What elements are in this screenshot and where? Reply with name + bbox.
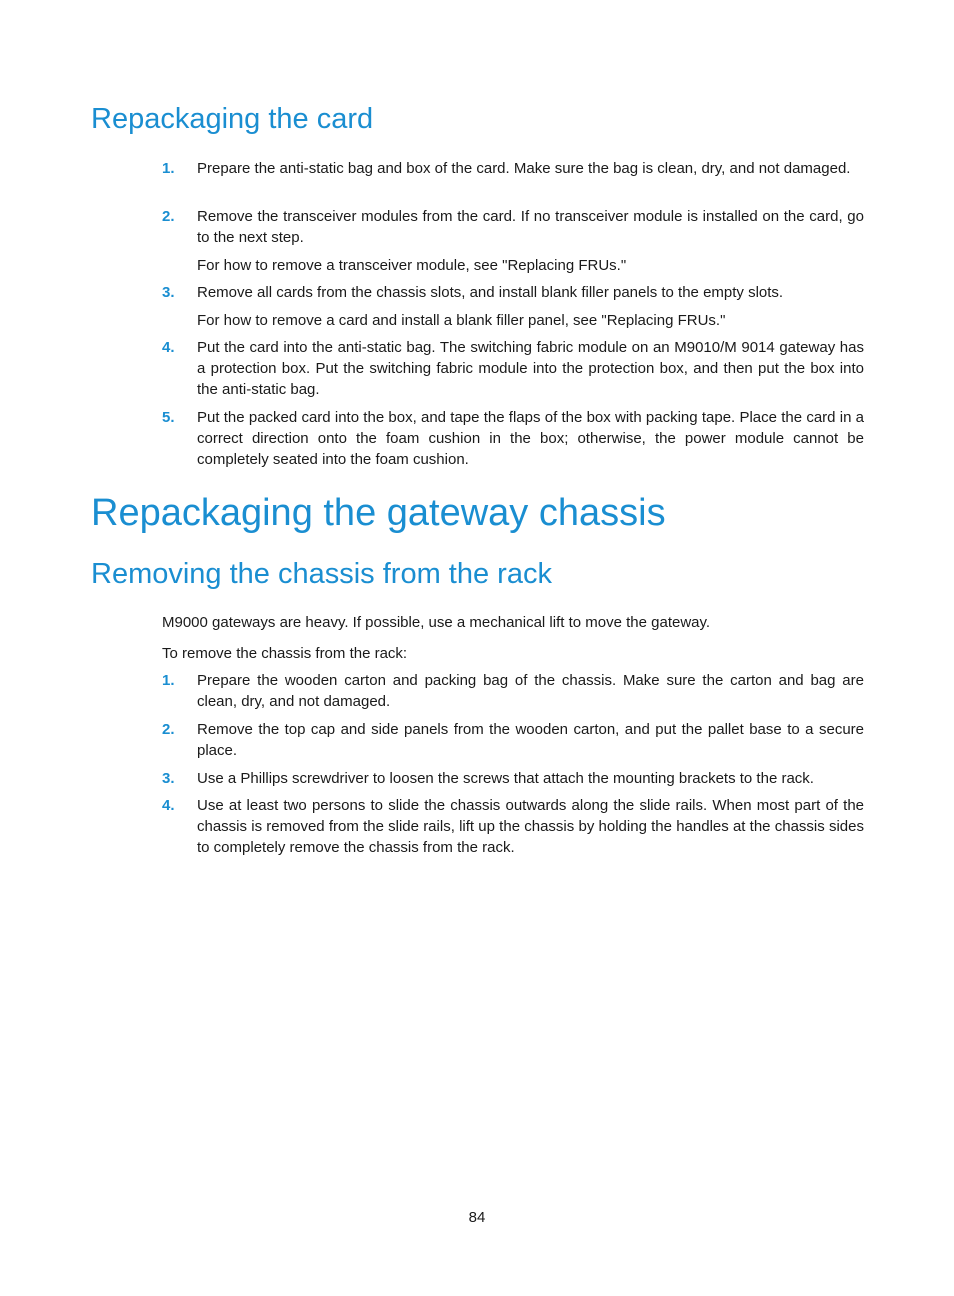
lead-paragraph: To remove the chassis from the rack:	[162, 645, 408, 662]
step-number: 4.	[162, 797, 175, 814]
step-number: 5.	[162, 409, 175, 426]
step-note: For how to remove a card and install a blank filler panel, see "Replacing FRUs."	[197, 312, 726, 329]
step-text: Remove the transceiver modules from the card. If no transceiver module is installed on the card, go to the next step.	[197, 208, 864, 246]
step-text: Use at least two persons to slide the chassis outwards along the slide rails. When most part of the chassis is removed from the slide rails, lift up the chassis by holding the handles at the chassis sides to completely remove the chassis from the rack.	[197, 797, 864, 856]
chapter-heading: Repackaging the gateway chassis	[91, 492, 666, 534]
step-text: Remove all cards from the chassis slots, and install blank filler panels to the empty slots.	[197, 284, 784, 301]
step-number: 2.	[162, 208, 175, 225]
step-number: 3.	[162, 770, 175, 787]
step-note: For how to remove a transceiver module, see "Replacing FRUs."	[197, 257, 627, 274]
step-text: Use a Phillips screwdriver to loosen the screws that attach the mounting brackets to the rack.	[197, 770, 814, 787]
intro-paragraph: M9000 gateways are heavy. If possible, use a mechanical lift to move the gateway.	[162, 614, 711, 631]
step-number: 2.	[162, 721, 175, 738]
step-text: Prepare the wooden carton and packing bag of the chassis. Make sure the carton and bag are clean, dry, and not damaged.	[197, 672, 864, 710]
step-text: Remove the top cap and side panels from the wooden carton, and put the pallet base to a secure place.	[197, 721, 864, 759]
step-number: 1.	[162, 672, 175, 689]
section-heading-removing-chassis: Removing the chassis from the rack	[91, 558, 552, 590]
step-text: Put the packed card into the box, and tape the flaps of the box with packing tape. Place the card in a correct direction onto the foam cushion in the box; otherwise, the power module cannot be completely seated into the foam cushion.	[197, 409, 864, 468]
step-text: Prepare the anti-static bag and box of the card. Make sure the bag is clean, dry, and not damaged.	[197, 160, 851, 177]
page-number: 84	[468, 1209, 486, 1226]
step-number: 3.	[162, 284, 175, 301]
step-number: 4.	[162, 339, 175, 356]
step-number: 1.	[162, 160, 175, 177]
step-text: Put the card into the anti-static bag. The switching fabric module on an M9010/M 9014 gateway has a protection box. Put the switching fabric module into the protection box, and then put the box into the anti-static bag.	[197, 339, 864, 398]
section-heading-repackaging-card: Repackaging the card	[91, 103, 374, 135]
